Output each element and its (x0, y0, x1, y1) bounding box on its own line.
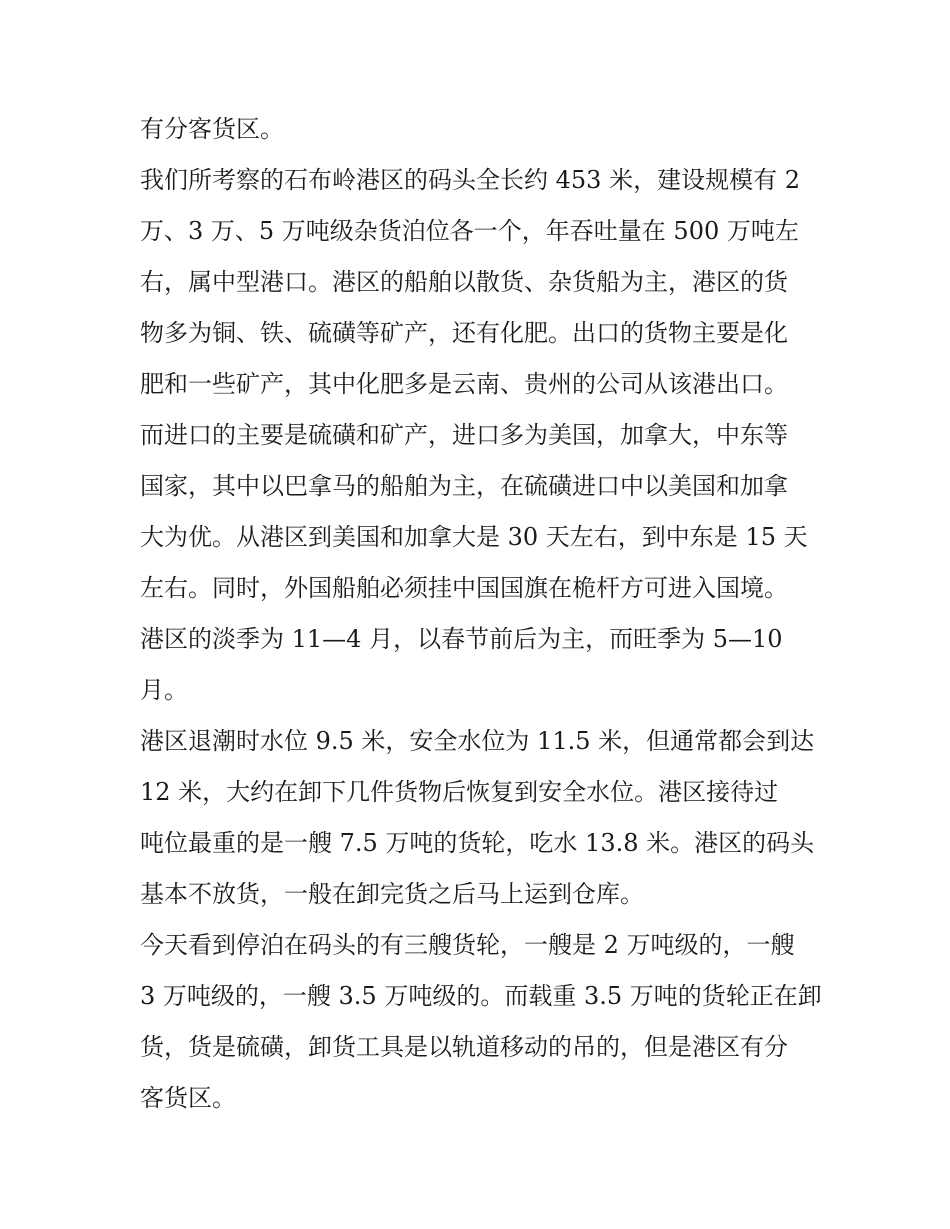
text-line-11: 港区的淡季为 11—4 月，以春节前后为主，而旺季为 5—10 (140, 625, 783, 653)
text-line-16: 基本不放货，一般在卸完货之后马上运到仓库。 (140, 880, 644, 908)
text-line-12: 月。 (140, 676, 188, 704)
text-line-19: 货，货是硫磺，卸货工具是以轨道移动的吊的，但是港区有分 (140, 1033, 788, 1061)
text-line-7: 而进口的主要是硫磺和矿产，进口多为美国，加拿大，中东等 (140, 421, 788, 449)
text-line-20: 客货区。 (140, 1084, 236, 1112)
text-line-10: 左右。同时，外国船舶必须挂中国国旗在桅杆方可进入国境。 (140, 574, 788, 602)
body-text (140, 104, 820, 1124)
text-line-6: 肥和一些矿产，其中化肥多是云南、贵州的公司从该港出口。 (140, 370, 788, 398)
text-line-8: 国家，其中以巴拿马的船舶为主，在硫磺进口中以美国和加拿 (140, 472, 788, 500)
text-line-5: 物多为铜、铁、硫磺等矿产，还有化肥。出口的货物主要是化 (140, 319, 788, 347)
text-line-17: 今天看到停泊在码头的有三艘货轮，一艘是 2 万吨级的，一艘 (140, 931, 795, 959)
text-line-14: 12 米，大约在卸下几件货物后恢复到安全水位。港区接待过 (140, 778, 779, 806)
text-line-13: 港区退潮时水位 9.5 米，安全水位为 11.5 米，但通常都会到达 (140, 727, 815, 755)
text-line-3: 万、3 万、5 万吨级杂货泊位各一个，年吞吐量在 500 万吨左 (140, 217, 799, 245)
text-line-4: 右，属中型港口。港区的船舶以散货、杂货船为主，港区的货 (140, 268, 788, 296)
text-line-9: 大为优。从港区到美国和加拿大是 30 天左右，到中东是 15 天 (140, 523, 808, 551)
text-line-15: 吨位最重的是一艘 7.5 万吨的货轮，吃水 13.8 米。港区的码头 (140, 829, 815, 857)
text-line-1: 有分客货区。 (140, 115, 284, 143)
text-line-18: 3 万吨级的，一艘 3.5 万吨级的。而载重 3.5 万吨的货轮正在卸 (140, 982, 822, 1010)
text-line-2: 我们所考察的石布岭港区的码头全长约 453 米，建设规模有 2 (140, 166, 800, 194)
